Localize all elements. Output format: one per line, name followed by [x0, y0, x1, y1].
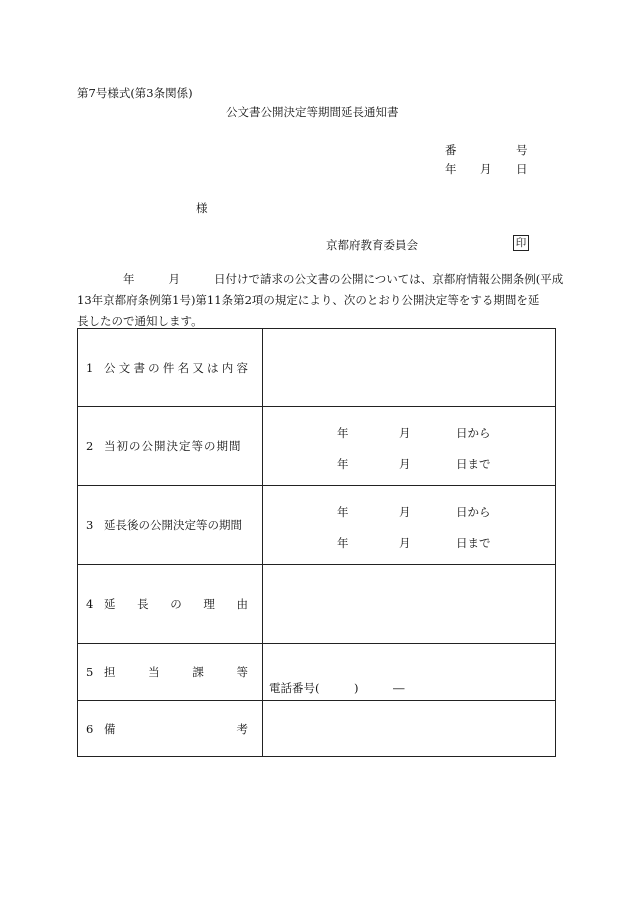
- row-3-label-cell: [78, 486, 263, 565]
- row-label: 当初の公開決定等の期間: [104, 439, 242, 453]
- table-row: [78, 329, 556, 407]
- row-number: 1: [86, 360, 94, 375]
- form-table: [77, 328, 556, 757]
- row-label: 公 文 書 の 件 名 又 は 内 容: [104, 360, 248, 375]
- original-period-field[interactable]: 年 月 日から 年 月 日まで: [263, 407, 556, 486]
- number-label-go: 号: [516, 143, 528, 157]
- row-2-label-cell: [78, 407, 263, 486]
- table-row: [78, 407, 556, 486]
- row-number: 4: [86, 597, 94, 611]
- seal-icon: 印: [513, 235, 529, 251]
- department-field[interactable]: [263, 644, 556, 701]
- row-label: 担 当 課 等: [104, 665, 248, 679]
- body-month: 月: [168, 272, 180, 286]
- phone-number-label: 電話番号( ) ―: [269, 681, 405, 695]
- number-label-ban: 番: [445, 143, 457, 157]
- table-row: [78, 565, 556, 644]
- row-6-label-cell: [78, 701, 263, 757]
- addressee-suffix: 様: [196, 201, 208, 215]
- form-number: 第7号様式(第3条関係): [77, 86, 193, 100]
- body-line-1: [77, 269, 564, 290]
- table-row: [78, 486, 556, 565]
- body-line-1-rest: 日付けで請求の公文書の公開については、京都府情報公開条例(平成: [214, 272, 564, 286]
- row-number: 3: [86, 518, 94, 532]
- row-number: 5: [86, 665, 94, 679]
- row-label: 備 考: [104, 721, 248, 736]
- extension-reason-field[interactable]: [263, 565, 556, 644]
- date-month-label: 月: [480, 162, 492, 176]
- row-label: 延 長 の 理 由: [104, 597, 248, 611]
- table-row: [78, 701, 556, 757]
- row-number: 2: [86, 439, 94, 453]
- table-row: [78, 644, 556, 701]
- date-year-label: 年: [445, 162, 457, 176]
- body-line-3: 長したので通知します。: [77, 314, 203, 328]
- row-number: 6: [86, 721, 94, 736]
- remarks-field[interactable]: [263, 701, 556, 757]
- row-1-label-cell: [78, 329, 263, 407]
- date-day-label: 日: [516, 162, 528, 176]
- row-4-label-cell: [78, 565, 263, 644]
- notice-body: [77, 269, 564, 332]
- extended-period-field[interactable]: 年 月 日から 年 月 日まで: [263, 486, 556, 565]
- row-label: 延長後の公開決定等の期間: [104, 518, 242, 532]
- body-year: 年: [123, 272, 135, 286]
- body-line-2: 13年京都府条例第1号)第11条第2項の規定により、次のとおり公開決定等をする期間を延: [77, 293, 540, 307]
- issuer-name: 京都府教育委員会: [326, 238, 418, 252]
- document-subject-field[interactable]: [263, 329, 556, 407]
- row-5-label-cell: [78, 644, 263, 701]
- document-title: 公文書公開決定等期間延長通知書: [226, 105, 399, 119]
